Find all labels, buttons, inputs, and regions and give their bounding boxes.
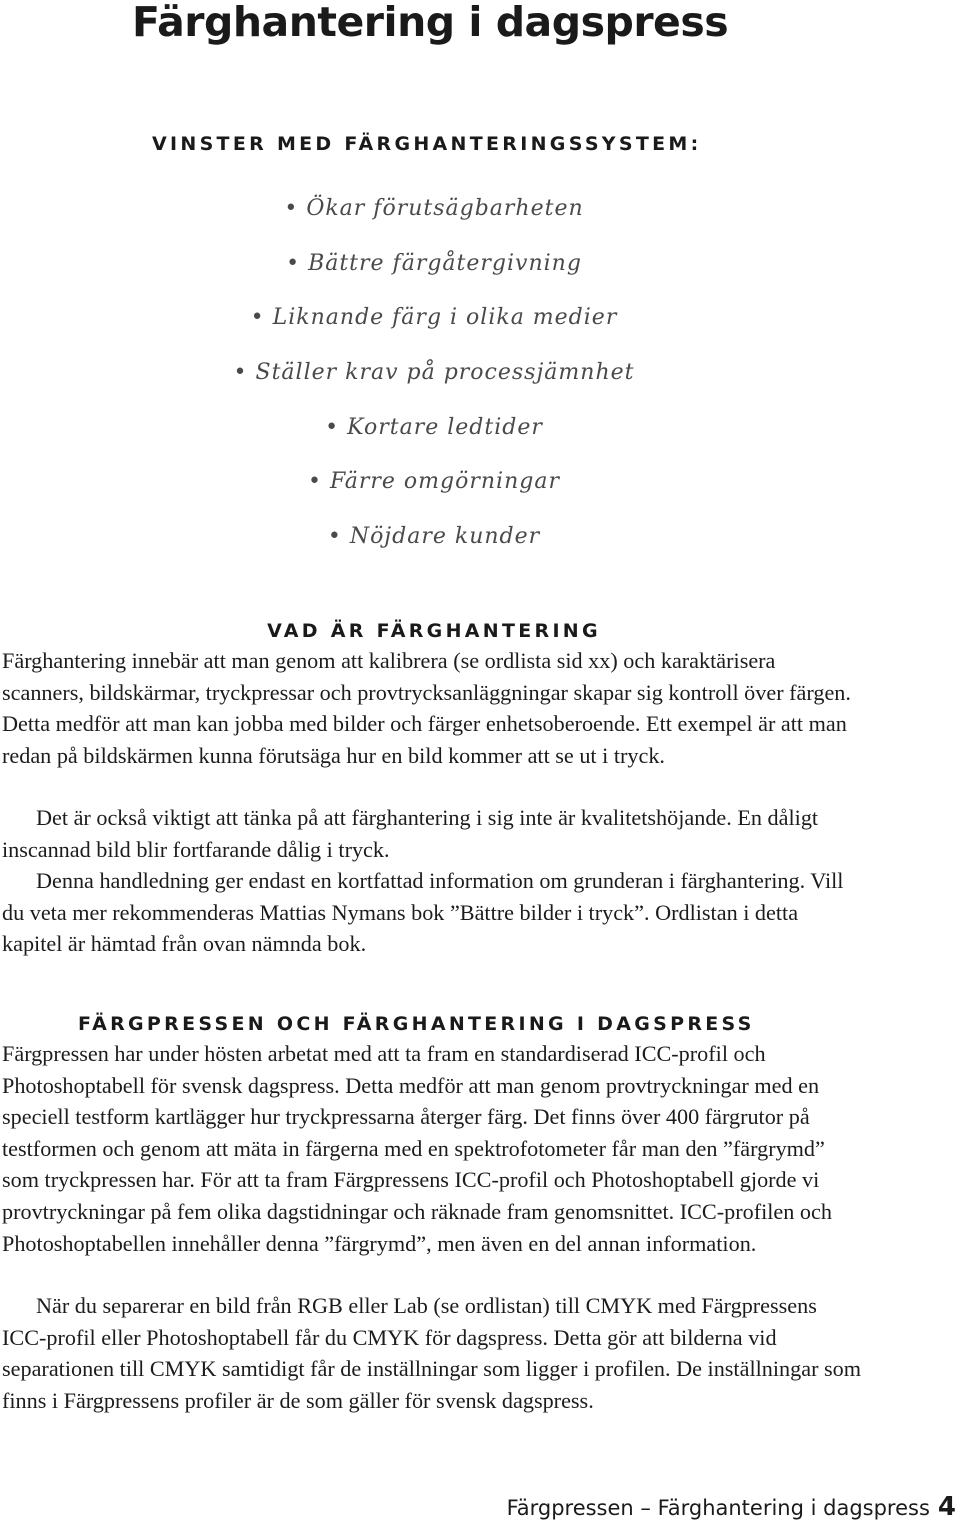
footer-text: Färgpressen – Färghantering i dagspress [506,1496,930,1520]
page-number: 4 [937,1492,956,1522]
list-item: • Färre omgörningar [0,465,868,520]
fargpressen-heading: FÄRGPRESSEN OCH FÄRGHANTERING I DAGSPRESS [78,1013,755,1035]
list-item: • Nöjdare kunder [0,520,868,575]
body-paragraph: Det är också viktigt att tänka på att färghantering i sig inte är kvalitetshöjande. En dåligt inscannad bild blir fortfarande dålig i tryck. [2,805,819,862]
list-item: • Ställer krav på processjämnhet [0,356,868,411]
body-paragraph: Denna handledning ger endast en kortfattad information om grunderan i färghantering. Vill du veta mer rekommenderas Mattias Nymans bok ”Bättre bilder i tryck”. Ordlistan i detta kapitel är hämtad från ovan nämnda bok. [2,868,844,957]
list-item: • Ökar förutsägbarheten [0,192,868,247]
list-item: • Kortare ledtider [0,411,868,466]
body-paragraph: Färgpressen har under hösten arbetat med att ta fram en standardiserad ICC-profil och Photoshoptabell för svensk dagspress. Detta medför att man genom provtryckningar med en speciell testform kartlägger hur tryckpressarna återger färg. Det finns över 400 färgrutor på testformen och genom att mäta in färgerna med en spektrofotometer får man den ”färgrymd” som tryckpressen har. För att ta fram Färgpressens ICC-profil och Photoshoptabell gjorde vi provtryckningar på fem olika dagstidningar och räknade fram genomsnittet. ICC-profilen och Photoshoptabellen innehåller denna ”färgrymd”, men även en del annan information. [2,1041,832,1256]
body-paragraph: När du separerar en bild från RGB eller Lab (se ordlistan) till CMYK med Färgpressens ICC-profil eller Photoshoptabell får du CMYK för dagspress. Detta gör att bilderna vid separationen till CMYK samtidigt får de inställningar som ligger i profilen. De inställningar som finns i Färgpressens profiler är de som gäller för svensk dagspress. [2,1293,861,1413]
body-paragraph: Färghantering innebär att man genom att kalibrera (se ordlista sid xx) och karaktärisera scanners, bildskärmar, tryckpressar och provtrycksanläggningar skapar sig kontroll över färgen. Detta medför att man kan jobba med bilder och färger enhetsoberoende. Ett exempel är att man redan på bildskärmen kunna förutsäga hur en bild kommer att se ut i tryck. [2,648,851,768]
benefits-list [0,192,868,575]
page-title: Färghantering i dagspress [132,0,729,46]
list-item: • Bättre färgåtergivning [0,247,868,302]
vad-ar-heading: VAD ÄR FÄRGHANTERING [267,620,601,642]
benefits-heading: VINSTER MED FÄRGHANTERINGSSYSTEM: [152,133,702,155]
page-footer [507,1491,956,1524]
list-item: • Liknande färg i olika medier [0,301,868,356]
